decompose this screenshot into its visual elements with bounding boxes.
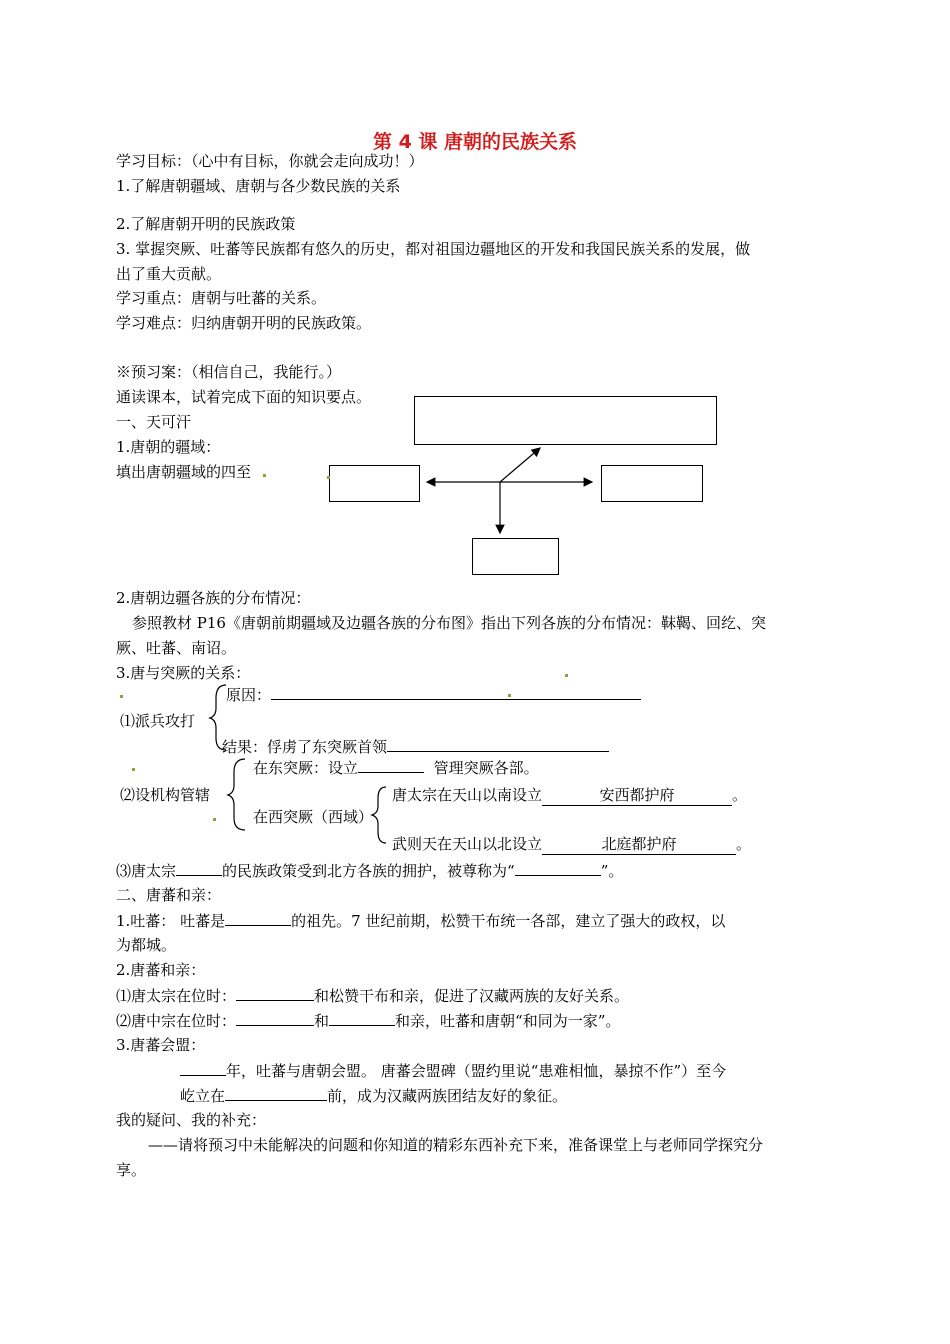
preview-instruction: 通读课本，试着完成下面的知识要点。: [116, 388, 372, 406]
goals-heading: 学习目标：（心中有目标，你就会走向成功！）: [116, 152, 424, 170]
ancestor-blank[interactable]: [225, 910, 291, 926]
preview-heading: ※预习案：（相信自己，我能行。）: [116, 363, 342, 381]
cause-blank[interactable]: [271, 684, 641, 700]
heqin-1-row: [116, 985, 629, 1006]
policy-text-a: ⑶唐太宗: [116, 862, 177, 880]
goal-3-line2: 出了重大贡献。: [116, 265, 222, 283]
section-1-heading: 一、天可汗: [116, 413, 192, 431]
item-3-heading: 3.唐与突厥的关系：: [116, 664, 251, 682]
goal-3-line1: 3. 掌握突厥、吐蕃等民族都有悠久的历史，都对祖国边疆地区的开发和我国民族关系的发展，做: [116, 240, 751, 258]
east-turkic-row: [253, 757, 539, 778]
page-title: 第 4 课 唐朝的民族关系: [372, 131, 578, 153]
alliance-row2: [180, 1085, 567, 1106]
questions-line1: ——请将预习中未能解决的问题和你知道的精彩东西补充下来，准备课堂上与老师同学探究分: [148, 1136, 764, 1154]
brace-west-turkic: [372, 787, 386, 843]
anxi-answer[interactable]: 安西都护府: [542, 785, 732, 806]
heqin-2-text: 和亲，吐蕃和唐朝“和同为一家”。: [395, 1012, 621, 1030]
tubo-king-blank[interactable]: [329, 1010, 395, 1026]
heqin-heading: 2.唐蕃和亲：: [116, 961, 206, 979]
dispatch-cause-label: 原因：: [226, 686, 272, 704]
scan-dot: [263, 474, 266, 477]
anxi-label: 唐太宗在天山以南设立: [392, 786, 543, 804]
dispatch-label: ⑴派兵攻打: [120, 712, 196, 730]
questions-heading: 我的疑问、我的补充：: [116, 1111, 267, 1129]
beiting-period: 。: [736, 835, 752, 853]
heqin-2-row: [116, 1010, 620, 1031]
scan-dot: [565, 674, 568, 677]
dispatch-result-row: [222, 736, 609, 757]
tubo-text-a: 1.吐蕃： 吐蕃是: [116, 912, 226, 930]
item-1-instruction: 填出唐朝疆域的四至: [116, 463, 252, 481]
alliance-text-c: 前，成为汉藏两族团结友好的象征。: [327, 1087, 568, 1105]
anxi-period: 。: [732, 786, 748, 804]
title-blank[interactable]: [515, 860, 601, 876]
heqin-2-label: ⑵唐中宗在位时：: [116, 1012, 237, 1030]
dispatch-result-label: 结果：俘虏了东突厥首领: [222, 738, 388, 756]
year-blank[interactable]: [180, 1060, 226, 1076]
emperor-blank[interactable]: [176, 860, 222, 876]
east-turkic-suffix: 管理突厥各部。: [433, 759, 539, 777]
west-turkic-label: 在西突厥（西域）: [253, 808, 374, 826]
questions-line2: 享。: [116, 1161, 147, 1179]
location-blank[interactable]: [225, 1085, 327, 1101]
beiting-row: [392, 834, 751, 855]
tubo-text-b: 的祖先。7 世纪前期，松赞干布统一各部，建立了强大的政权，以: [291, 912, 726, 930]
anxi-row: [392, 785, 747, 806]
east-institution-blank[interactable]: [358, 757, 424, 773]
policy-text-c: ”。: [600, 862, 624, 880]
beiting-label: 武则天在天山以北设立: [392, 835, 543, 853]
princess-2-blank[interactable]: [236, 1010, 314, 1026]
institution-label: ⑵设机构管辖: [120, 786, 211, 804]
brace-institution: [228, 759, 245, 830]
scan-dot: [213, 818, 216, 821]
alliance-text-b: 屹立在: [180, 1087, 226, 1105]
tubo-line2: 为都城。: [116, 936, 177, 954]
policy-row: [116, 860, 623, 881]
goal-1: 1.了解唐朝疆域、唐朝与各少数民族的关系: [116, 177, 401, 195]
difficult-point: 学习难点：归纳唐朝开明的民族政策。: [116, 314, 372, 332]
item-2-line2: 厥、吐蕃、南诏。: [116, 639, 237, 657]
item-2-heading: 2.唐朝边疆各族的分布情况：: [116, 589, 311, 607]
princess-1-blank[interactable]: [236, 985, 314, 1001]
dispatch-cause-row: [226, 684, 641, 705]
item-2-line1: 参照教材 P16《唐朝前期疆域及边疆各族的分布图》指出下列各族的分布情况：靺鞨、回纥、突: [132, 614, 766, 632]
heqin-1-text: 和松赞干布和亲，促进了汉藏两族的友好关系。: [314, 987, 630, 1005]
leader-blank[interactable]: [387, 736, 609, 752]
section-2-heading: 二、唐蕃和亲：: [116, 886, 222, 904]
scan-dot: [132, 768, 135, 771]
goal-2: 2.了解唐朝开明的民族政策: [116, 215, 296, 233]
alliance-text-a: 年，吐蕃与唐朝会盟。 唐蕃会盟碑（盟约里说“患难相恤，暴掠不作”）至今: [226, 1062, 727, 1080]
alliance-row1: [180, 1060, 726, 1081]
east-turkic-label: 在东突厥：设立: [253, 759, 359, 777]
scan-dot: [327, 476, 330, 479]
policy-text-b: 的民族政策受到北方各族的拥护，被尊称为“: [222, 862, 515, 880]
beiting-answer[interactable]: 北庭都护府: [542, 834, 736, 855]
item-1-heading: 1.唐朝的疆域：: [116, 438, 221, 456]
heqin-2-and: 和: [314, 1012, 330, 1030]
tubo-row: [116, 910, 725, 931]
heqin-1-label: ⑴唐太宗在位时：: [116, 987, 237, 1005]
key-point: 学习重点：唐朝与吐蕃的关系。: [116, 289, 327, 307]
scan-dot: [120, 695, 123, 698]
alliance-heading: 3.唐蕃会盟：: [116, 1036, 206, 1054]
arrow-north: [500, 448, 540, 482]
